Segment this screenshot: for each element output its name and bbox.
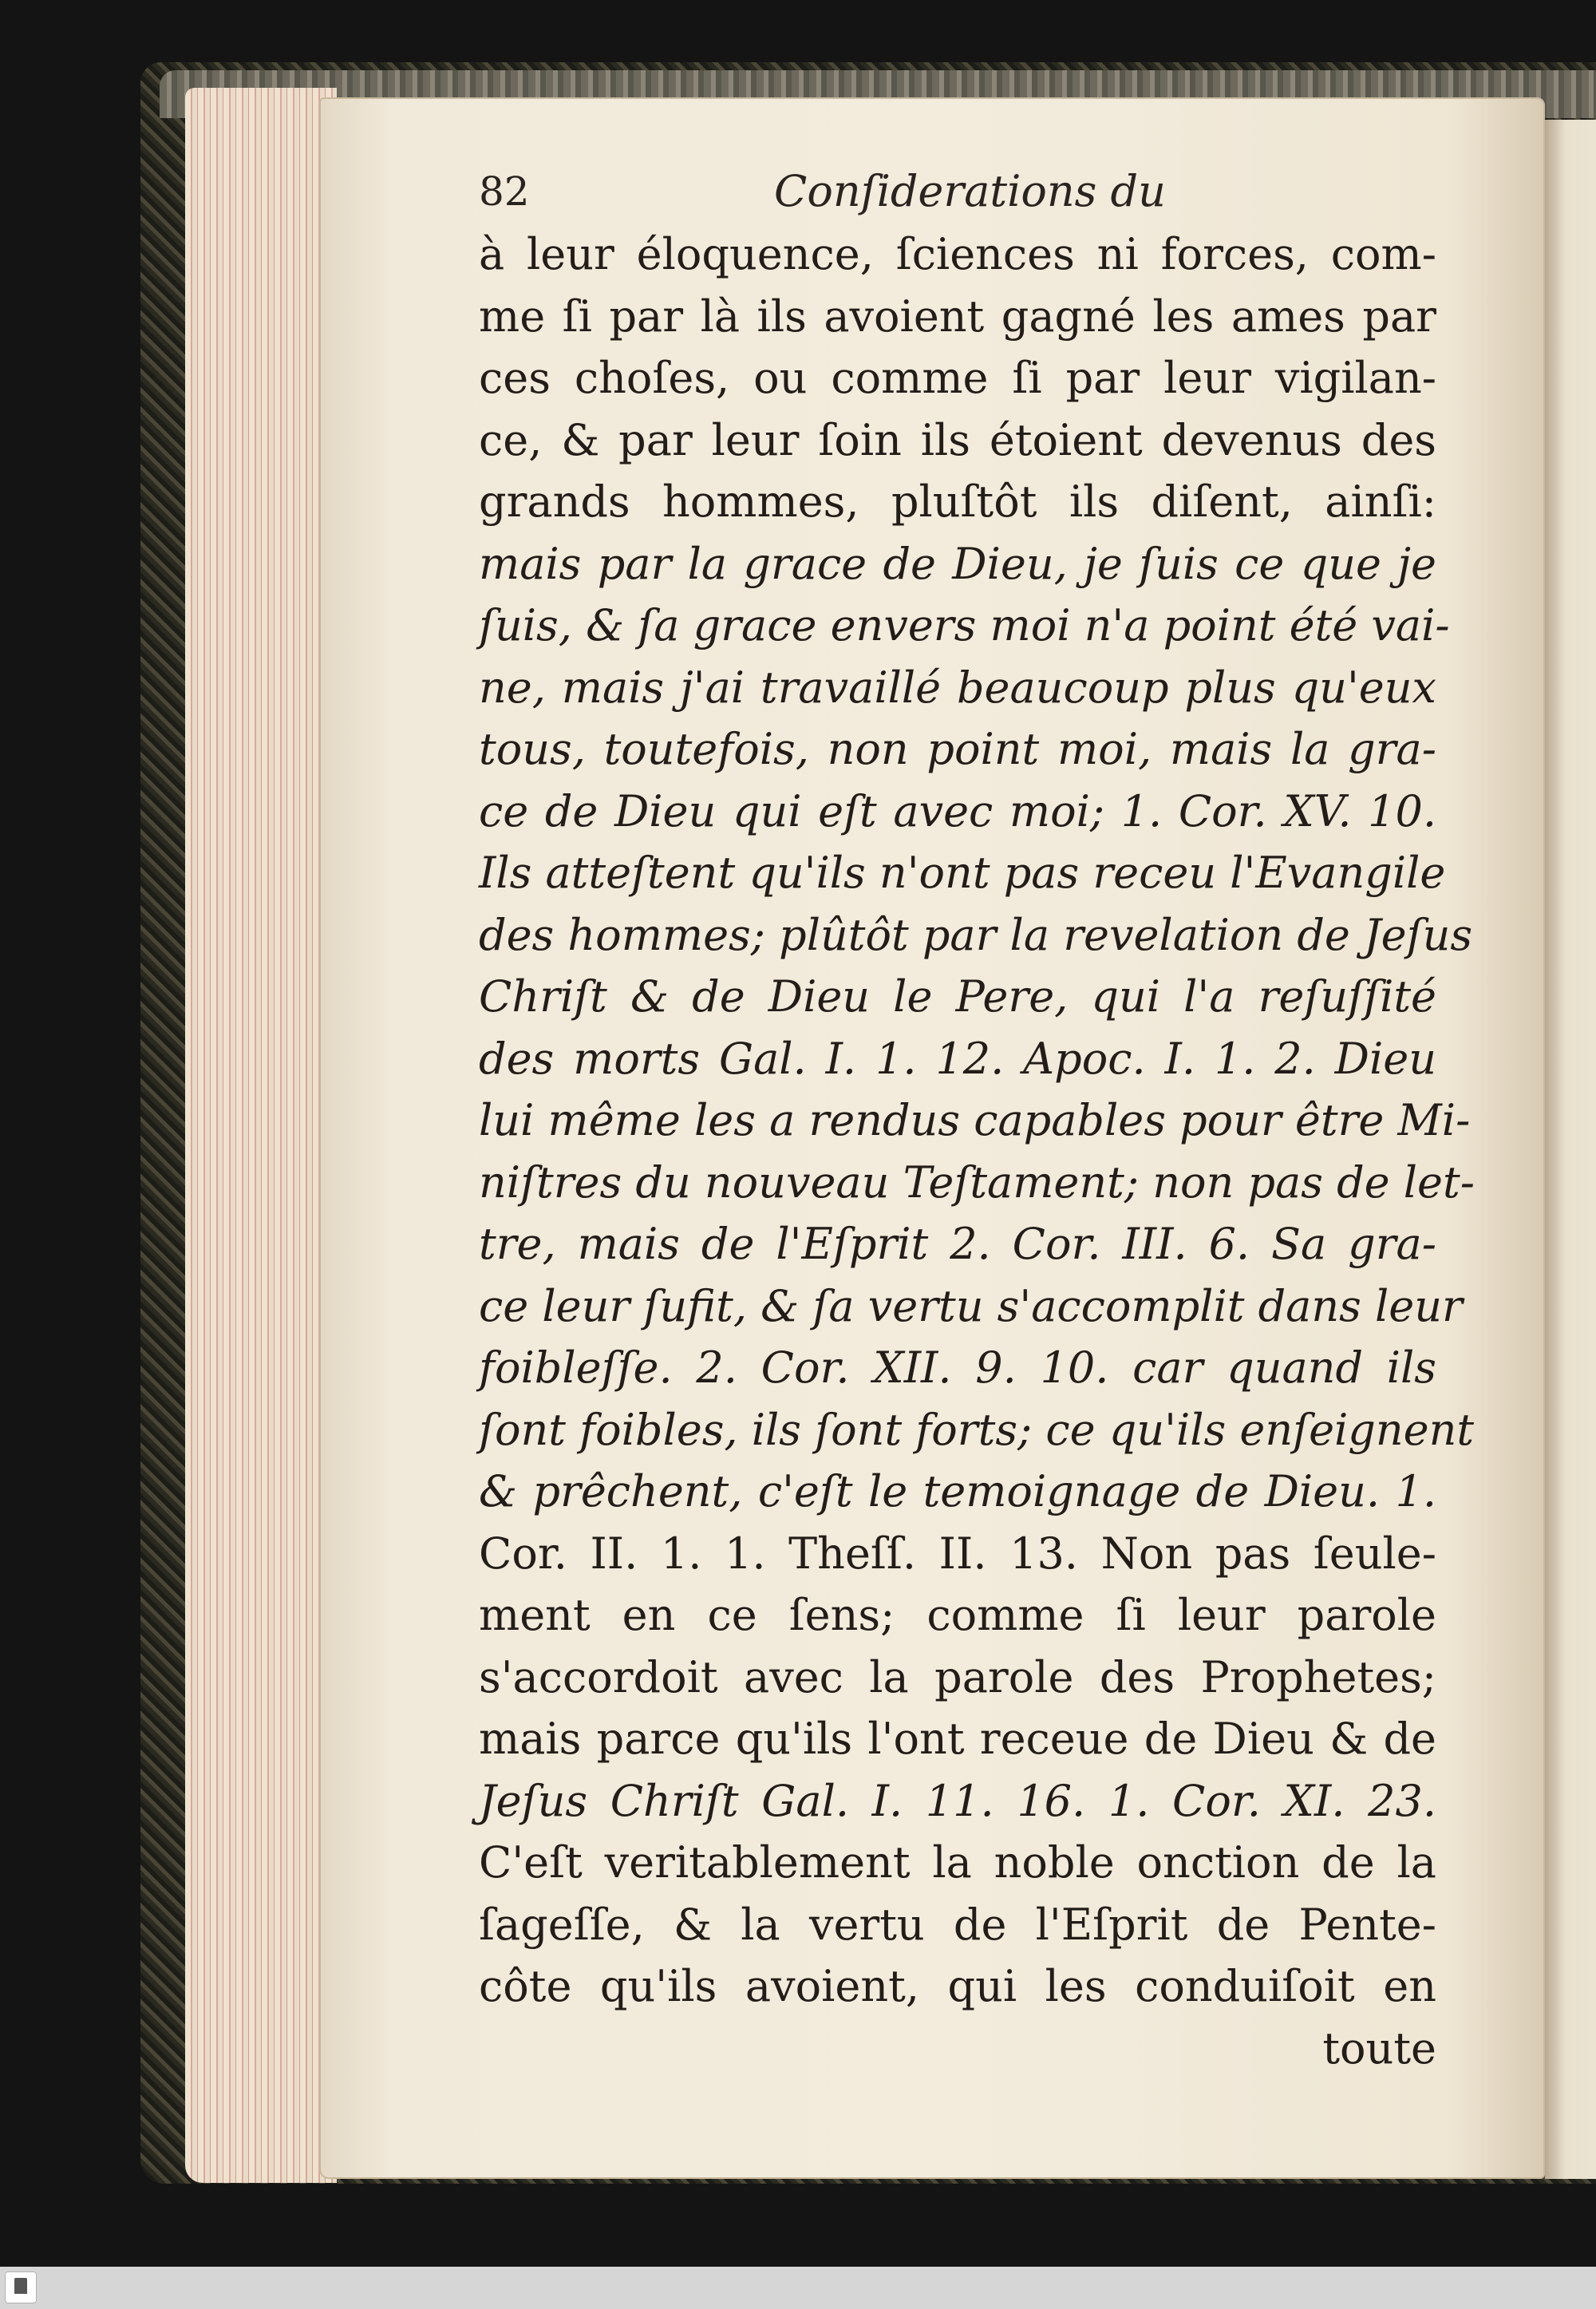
text-line: me ſi par là ils avoient gagné les ames par — [479, 291, 1436, 342]
text-line: des morts Gal. I. 1. 12. Apoc. I. 1. 2. Dieu — [479, 1033, 1436, 1084]
library-logo-icon — [5, 2271, 37, 2303]
text-line: tre, mais de l'Eſprit 2. Cor. III. 6. Sa gra- — [479, 1219, 1436, 1269]
viewer-bottom-strip — [0, 2267, 1596, 2309]
text-line: Chriſt & de Dieu le Pere, qui l'a reſuſſité — [479, 971, 1436, 1022]
text-line: foibleſſe. 2. Cor. XII. 9. 10. car quand ils — [479, 1342, 1436, 1393]
catchword: toute — [1322, 2022, 1436, 2074]
text-line: côte qu'ils avoient, qui les conduiſoit en — [479, 1961, 1436, 2011]
text-line: grands hommes, pluſtôt ils diſent, ainſi: — [479, 476, 1436, 527]
text-line: C'eſt veritablement la noble onction de la — [479, 1837, 1436, 1888]
text-line: Ils atteſtent qu'ils n'ont pas receu l'Evangile — [479, 848, 1446, 898]
text-line: à leur éloquence, ſciences ni forces, com- — [479, 229, 1436, 279]
text-line: ne, mais j'ai travaillé beaucoup plus qu'eux — [479, 662, 1436, 713]
text-line: des hommes; plûtôt par la revelation de Jeſus — [479, 909, 1473, 960]
text-line: ſageſſe, & la vertu de l'Eſprit de Pente- — [479, 1899, 1436, 1950]
running-head — [479, 164, 1444, 219]
text-line: mais parce qu'ils l'ont receue de Dieu & de — [479, 1714, 1436, 1764]
text-line: ſuis, & ſa grace envers moi n'a point été vai- — [479, 600, 1450, 650]
text-line: ce, & par leur ſoin ils étoient devenus des — [479, 414, 1436, 465]
text-line: Jeſus Chriſt Gal. I. 11. 16. 1. Cor. XI. 23. — [479, 1775, 1436, 1826]
running-title: Conſiderations du — [774, 166, 1166, 216]
page-number: 82 — [479, 168, 530, 215]
facing-page-edge — [1545, 120, 1596, 2179]
text-line: ment en ce ſens; comme ſi leur parole — [479, 1590, 1436, 1640]
text-line: & prêchent, c'eſt le temoignage de Dieu. 1. — [479, 1466, 1436, 1516]
text-line: lui même les a rendus capables pour être Mi- — [479, 1095, 1471, 1145]
text-line: ſont foibles, ils ſont forts; ce qu'ils enſeignent — [479, 1404, 1475, 1455]
text-line: ce leur ſufit, & ſa vertu s'accomplit dans leur — [479, 1280, 1463, 1331]
text-line: Cor. II. 1. 1. Theſſ. II. 13. Non pas ſeule- — [479, 1528, 1436, 1579]
page-text — [479, 223, 1475, 2079]
text-line: niſtres du nouveau Teſtament; non pas de let- — [479, 1156, 1475, 1208]
page-stack-edges — [185, 88, 337, 2183]
text-line: tous, toutefois, non point moi, mais la gra- — [479, 724, 1436, 774]
text-line: ces choſes, ou comme ſi par leur vigilan- — [479, 353, 1436, 403]
text-line: mais par la grace de Dieu, je ſuis ce que je — [479, 538, 1436, 589]
text-line: s'accordoit avec la parole des Prophetes; — [479, 1651, 1436, 1702]
text-line: ce de Dieu qui eſt avec moi; 1. Cor. XV. 10. — [479, 785, 1436, 836]
